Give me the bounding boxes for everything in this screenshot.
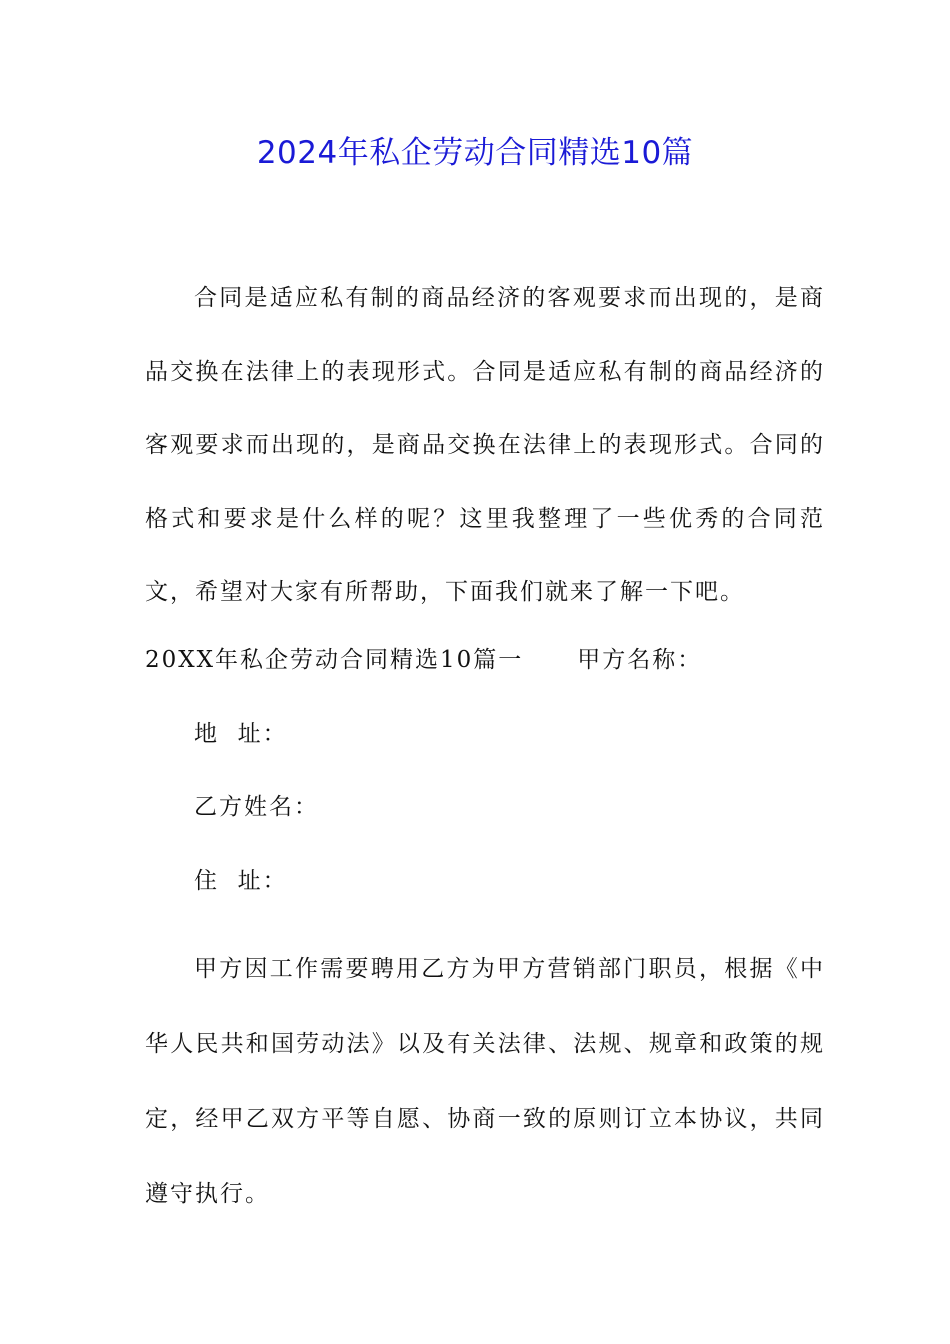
contract-paragraph: 甲方因工作需要聘用乙方为甲方营销部门职员，根据《中华人民共和国劳动法》以及有关法律、法规、规章和政策的规定，经甲乙双方平等自愿、协商一致的原则订立本协议，共同遵守执行。 — [145, 956, 825, 1207]
document-title: 2024年私企劳动合同精选10篇 — [256, 135, 694, 171]
address-label: 地 址： — [194, 721, 288, 747]
residence-label: 住 址： — [194, 868, 288, 894]
intro-paragraph: 合同是适应私有制的商品经济的客观要求而出现的，是商品交换在法律上的表现形式。合同是适应私有制的商品经济的客观要求而出现的，是商品交换在法律上的表现形式。合同的格式和要求是什么样的呢？这里我整理了一些优秀的合同范文，希望对大家有所帮助，下面我们就来了解一下吧。 — [145, 285, 825, 605]
party-a-name-label: 甲方名称： — [577, 647, 703, 673]
section-heading-line — [145, 637, 702, 683]
section-heading: 20XX年私企劳动合同精选10篇一 — [145, 647, 524, 673]
party-b-name-label: 乙方姓名： — [194, 794, 319, 820]
